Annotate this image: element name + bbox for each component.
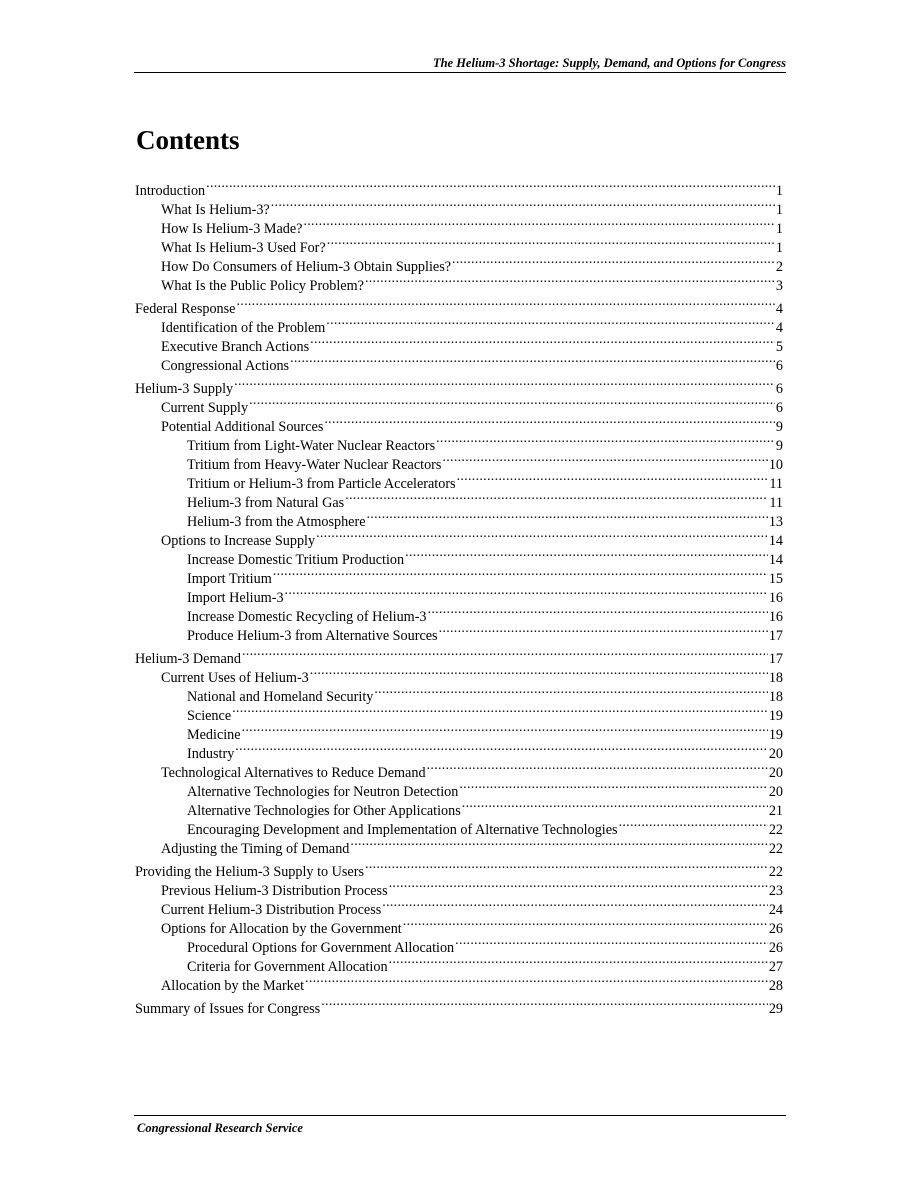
toc-entry-page: 4 <box>775 301 783 317</box>
toc-entry-page: 9 <box>775 438 783 454</box>
toc-entry-page: 14 <box>768 552 783 568</box>
toc-entry-label: Current Uses of Helium-3 <box>161 670 309 686</box>
toc-entry-label: Industry <box>187 746 235 762</box>
toc-entry-page: 2 <box>775 259 783 275</box>
toc-entry-label: Helium-3 Supply <box>135 381 234 397</box>
dot-leader <box>310 332 775 351</box>
toc-entry-label: Medicine <box>187 727 241 743</box>
toc-entry[interactable] <box>135 701 783 724</box>
toc-entry-page: 6 <box>775 400 783 416</box>
toc-entry-label: Federal Response <box>135 301 236 317</box>
dot-leader <box>242 720 768 739</box>
dot-leader <box>619 815 768 834</box>
toc-entry-label: Import Tritium <box>187 571 272 587</box>
toc-entry-page: 1 <box>775 240 783 256</box>
toc-entry-page: 4 <box>775 320 783 336</box>
toc-entry[interactable] <box>135 644 783 667</box>
dot-leader <box>428 602 768 621</box>
toc-entry-page: 20 <box>768 784 783 800</box>
toc-entry[interactable] <box>135 994 783 1017</box>
toc-entry[interactable] <box>135 176 783 199</box>
toc-entry-page: 1 <box>775 202 783 218</box>
dot-leader <box>310 663 768 682</box>
dot-leader <box>452 252 775 271</box>
toc-entry-page: 1 <box>775 221 783 237</box>
dot-leader <box>273 564 768 583</box>
toc-entry-page: 20 <box>768 765 783 781</box>
toc-entry-label: Helium-3 from Natural Gas <box>187 495 345 511</box>
toc-entry-label: Identification of the Problem <box>161 320 326 336</box>
toc-entry[interactable] <box>135 720 783 743</box>
dot-leader <box>206 176 775 195</box>
toc-entry-page: 11 <box>769 495 783 511</box>
toc-entry[interactable] <box>135 857 783 880</box>
toc-entry-label: Science <box>187 708 232 724</box>
toc-entry-page: 23 <box>768 883 783 899</box>
dot-leader <box>455 933 768 952</box>
toc-entry-page: 26 <box>768 940 783 956</box>
toc-entry-label: Encouraging Development and Implementation of Alternative Technologies <box>187 822 618 838</box>
dot-leader <box>234 374 775 393</box>
toc-entry-label: Import Helium-3 <box>187 590 284 606</box>
toc-entry-page: 10 <box>768 457 783 473</box>
dot-leader <box>427 758 768 777</box>
dot-leader <box>436 431 775 450</box>
dot-leader <box>236 294 774 313</box>
toc-entry-page: 17 <box>768 628 783 644</box>
toc-entry-label: Increase Domestic Tritium Production <box>187 552 405 568</box>
dot-leader <box>462 796 768 815</box>
page-title: Contents <box>136 125 240 155</box>
toc-entry-page: 18 <box>768 670 783 686</box>
dot-leader <box>457 469 769 488</box>
dot-leader <box>389 952 768 971</box>
dot-leader <box>271 195 775 214</box>
toc-entry-label: Current Supply <box>161 400 249 416</box>
toc-entry-label: Allocation by the Market <box>161 978 305 994</box>
toc-entry-label: Executive Branch Actions <box>161 339 310 355</box>
toc-entry-label: Produce Helium-3 from Alternative Sources <box>187 628 438 644</box>
running-header: The Helium-3 Shortage: Supply, Demand, and Options for Congress <box>432 56 786 70</box>
running-footer: Congressional Research Service <box>137 1121 303 1135</box>
dot-leader <box>439 621 768 640</box>
dot-leader <box>321 994 768 1013</box>
toc-entry-page: 17 <box>768 651 783 667</box>
dot-leader <box>242 644 768 663</box>
dot-leader <box>249 393 775 412</box>
toc-entry-page: 16 <box>768 609 783 625</box>
toc-entry-label: What Is Helium-3? <box>161 202 270 218</box>
toc-entry-page: 18 <box>768 689 783 705</box>
toc-entry-page: 27 <box>768 959 783 975</box>
toc-entry-page: 3 <box>775 278 783 294</box>
dot-leader <box>365 857 768 876</box>
toc-entry-label: Criteria for Government Allocation <box>187 959 388 975</box>
toc-entry-page: 20 <box>768 746 783 762</box>
toc-entry-label: Technological Alternatives to Reduce Demand <box>161 765 426 781</box>
toc-entry-page: 22 <box>768 864 783 880</box>
toc-entry-label: Options to Increase Supply <box>161 533 316 549</box>
toc-entry-label: Tritium from Heavy-Water Nuclear Reactors <box>187 457 442 473</box>
footer-rule <box>134 1115 786 1116</box>
dot-leader <box>285 583 768 602</box>
dot-leader <box>459 777 767 796</box>
toc-entry-page: 5 <box>775 339 783 355</box>
dot-leader <box>382 895 768 914</box>
toc-entry-page: 24 <box>768 902 783 918</box>
toc-entry-page: 19 <box>768 727 783 743</box>
toc-entry-page: 22 <box>768 822 783 838</box>
dot-leader <box>232 701 768 720</box>
toc-entry-label: Adjusting the Timing of Demand <box>161 841 350 857</box>
dot-leader <box>345 488 768 507</box>
dot-leader <box>324 412 775 431</box>
toc-entry-label: Tritium or Helium-3 from Particle Accelerators <box>187 476 456 492</box>
toc-entry-label: Alternative Technologies for Other Applications <box>187 803 461 819</box>
dot-leader <box>305 971 768 990</box>
toc-entry-label: How Do Consumers of Helium-3 Obtain Supplies? <box>161 259 452 275</box>
toc-entry-page: 1 <box>775 183 783 199</box>
toc-entry-label: Current Helium-3 Distribution Process <box>161 902 382 918</box>
toc-entry-label: Providing the Helium-3 Supply to Users <box>135 864 364 880</box>
toc-entry-label: Tritium from Light-Water Nuclear Reactors <box>187 438 436 454</box>
dot-leader <box>389 876 768 895</box>
dot-leader <box>327 233 775 252</box>
dot-leader <box>235 739 768 758</box>
dot-leader <box>374 682 767 701</box>
toc-entry-label: Procedural Options for Government Allocation <box>187 940 455 956</box>
toc-entry-page: 13 <box>768 514 783 530</box>
toc-entry-label: Potential Additional Sources <box>161 419 324 435</box>
dot-leader <box>403 914 768 933</box>
toc-entry-label: Previous Helium-3 Distribution Process <box>161 883 388 899</box>
toc-entry-page: 19 <box>768 708 783 724</box>
toc-entry-page: 16 <box>768 590 783 606</box>
toc-entry-page: 21 <box>768 803 783 819</box>
toc-entry-label: Alternative Technologies for Neutron Detection <box>187 784 459 800</box>
toc-entry-page: 22 <box>768 841 783 857</box>
toc-entry-label: National and Homeland Security <box>187 689 374 705</box>
dot-leader <box>326 313 775 332</box>
toc-entry-label: Increase Domestic Recycling of Helium-3 <box>187 609 427 625</box>
toc-entry-page: 28 <box>768 978 783 994</box>
dot-leader <box>405 545 768 564</box>
toc-entry-label: Introduction <box>135 183 206 199</box>
toc-entry-page: 26 <box>768 921 783 937</box>
dot-leader <box>316 526 768 545</box>
table-of-contents <box>135 176 783 1017</box>
header-rule <box>134 72 786 73</box>
toc-entry-label: What Is Helium-3 Used For? <box>161 240 326 256</box>
dot-leader <box>350 834 767 853</box>
toc-entry-page: 9 <box>775 419 783 435</box>
toc-entry-page: 15 <box>768 571 783 587</box>
toc-entry-label: Options for Allocation by the Government <box>161 921 402 937</box>
dot-leader <box>442 450 767 469</box>
toc-entry-page: 29 <box>768 1001 783 1017</box>
toc-entry-page: 6 <box>775 358 783 374</box>
toc-entry-label: How Is Helium-3 Made? <box>161 221 303 237</box>
dot-leader <box>367 507 768 526</box>
toc-entry-page: 14 <box>768 533 783 549</box>
toc-entry-page: 6 <box>775 381 783 397</box>
dot-leader <box>290 351 775 370</box>
toc-entry-label: Summary of Issues for Congress <box>135 1001 321 1017</box>
toc-entry[interactable] <box>135 374 783 397</box>
toc-entry-label: Helium-3 from the Atmosphere <box>187 514 366 530</box>
toc-entry[interactable] <box>135 294 783 317</box>
dot-leader <box>365 271 775 290</box>
toc-entry-label: Helium-3 Demand <box>135 651 241 667</box>
toc-entry-page: 11 <box>769 476 783 492</box>
toc-entry-label: What Is the Public Policy Problem? <box>161 278 364 294</box>
dot-leader <box>303 214 774 233</box>
toc-entry[interactable] <box>135 195 783 218</box>
toc-entry-label: Congressional Actions <box>161 358 290 374</box>
